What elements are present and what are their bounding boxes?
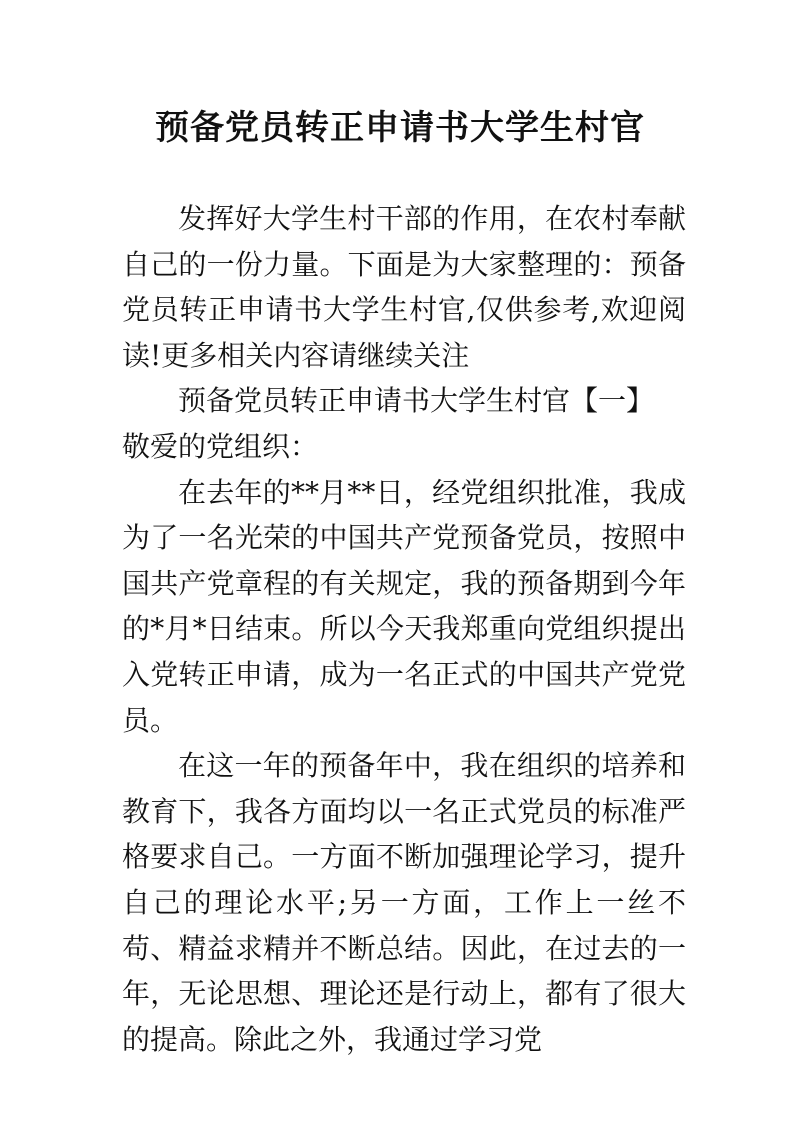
document-title: 预备党员转正申请书大学生村官 xyxy=(155,108,645,148)
body-paragraph: 在去年的**月**日，经党组织批准，我成为了一名光荣的中国共产党预备党员，按照中国共产党章程的有关规定，我的预备期到今年的*月*日结束。所以今天我郑重向党组织提出入党转正申请，成为一名正式的中国共产党党员。 xyxy=(122,475,686,737)
body-paragraph: 在这一年的预备年中，我在组织的培养和教育下，我各方面均以一名正式党员的标准严格要求自己。一方面不断加强理论学习，提升自己的理论水平;另一方面，工作上一丝不苟、精益求精并不断总结。因此，在过去的一年，无论思想、理论还是行动上，都有了很大的提高。除此之外，我通过学习党 xyxy=(122,749,686,1056)
document-body xyxy=(122,196,686,1062)
intro-paragraph: 发挥好大学生村干部的作用，在农村奉献自己的一份力量。下面是为大家整理的：预备党员转正申请书大学生村官,仅供参考,欢迎阅读!更多相关内容请继续关注 xyxy=(122,202,686,372)
section-heading: 预备党员转正申请书大学生村官【一】 xyxy=(178,384,655,418)
salutation: 敬爱的党组织： xyxy=(122,429,319,463)
